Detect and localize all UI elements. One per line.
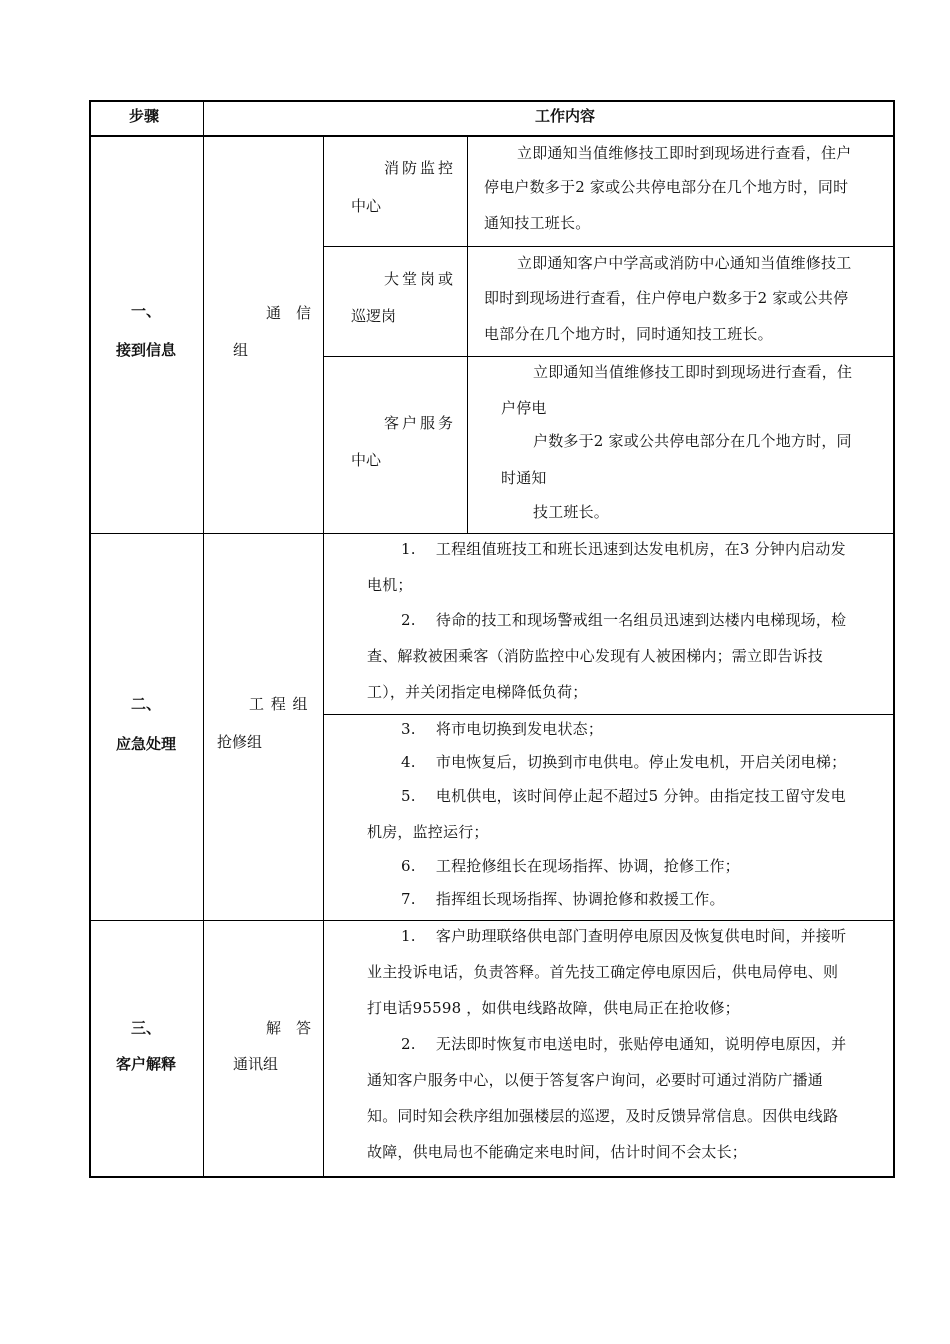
- content-line: 7. 指挥组长现场指挥、协调抢修和救援工作。: [401, 890, 725, 908]
- content-line: 机房，监控运行；: [367, 823, 489, 841]
- step-title: 客户解释: [115, 1055, 176, 1073]
- group-name: 通 信: [266, 304, 312, 322]
- row-rule: [323, 714, 895, 715]
- step-number: 一、: [130, 302, 161, 320]
- content-line: 立即通知客户中学高或消防中心通知当值维修技工: [517, 254, 852, 272]
- content-line: 3. 将市电切换到发电状态；: [401, 720, 604, 738]
- unit-name: 客户服务: [384, 414, 457, 432]
- content-line: 故障，供电局也不能确定来电时间，估计时间不会太长；: [367, 1143, 748, 1161]
- content-line: 通知客户服务中心，以便于答复客户询问，必要时可通过消防广播通: [367, 1071, 824, 1089]
- unit-name: 巡逻岗: [351, 307, 397, 325]
- step-number: 二、: [130, 695, 161, 713]
- unit-name: 消防监控: [384, 159, 457, 177]
- content-line: 打电话95598 ，如供电线路故障，供电局正在抢收修；: [367, 999, 740, 1017]
- content-line: 5. 电机供电，该时间停止起不超过5 分钟。由指定技工留守发电: [401, 787, 846, 805]
- unit-name: 大堂岗或: [384, 270, 457, 288]
- content-line: 通知技工班长。: [484, 214, 591, 232]
- content-line: 户停电: [501, 399, 547, 417]
- group-name: 工 程 组: [249, 695, 309, 713]
- content-line: 时通知: [501, 469, 547, 487]
- group-name: 抢修组: [217, 733, 263, 751]
- header-rule: [89, 135, 895, 137]
- header-content: 工作内容: [535, 107, 596, 125]
- step-title: 接到信息: [115, 341, 176, 359]
- header-step: 步骤: [129, 107, 160, 125]
- content-line: 技工班长。: [533, 503, 610, 521]
- unit-name: 中心: [351, 451, 382, 469]
- content-line: 查、解救被困乘客（消防监控中心发现有人被困梯内；需立即告诉技: [367, 647, 824, 665]
- content-line: 业主投诉电话，负责答释。首先技工确定停电原因后，供电局停电、则: [367, 963, 839, 981]
- content-line: 2. 无法即时恢复市电送电时，张贴停电通知，说明停电原因，并: [401, 1035, 847, 1053]
- col-rule: [323, 136, 324, 1178]
- content-line: 1. 工程组值班技工和班长迅速到达发电机房，在3 分钟内启动发: [401, 540, 846, 558]
- row-rule: [323, 246, 895, 247]
- step-number: 三、: [130, 1019, 161, 1037]
- content-line: 电部分在几个地方时，同时通知技工班长。: [484, 325, 773, 343]
- group-name: 解 答: [266, 1019, 312, 1037]
- emergency-procedure-table: [89, 100, 895, 1178]
- content-line: 电机；: [367, 576, 413, 594]
- content-line: 6. 工程抢修组长在现场指挥、协调，抢修工作；: [401, 857, 740, 875]
- col-rule: [467, 136, 468, 533]
- content-line: 2. 待命的技工和现场警戒组一名组员迅速到达楼内电梯现场，检: [401, 611, 847, 629]
- content-line: 停电户数多于2 家或公共停电部分在几个地方时，同时: [484, 178, 849, 196]
- section-rule: [89, 920, 895, 921]
- section-rule: [89, 533, 895, 534]
- unit-name: 中心: [351, 197, 382, 215]
- content-line: 1. 客户助理联络供电部门查明停电原因及恢复供电时间，并接听: [401, 927, 847, 945]
- content-line: 工），并关闭指定电梯降低负荷；: [367, 683, 588, 701]
- content-line: 户数多于2 家或公共停电部分在几个地方时，同: [533, 432, 852, 450]
- row-rule: [323, 356, 895, 357]
- content-line: 4. 市电恢复后，切换到市电供电。停止发电机，开启关闭电梯；: [401, 753, 847, 771]
- group-name: 组: [233, 341, 249, 359]
- col-rule: [203, 100, 204, 1178]
- content-line: 即时到现场进行查看，住户停电户数多于2 家或公共停: [484, 289, 849, 307]
- group-name: 通讯组: [233, 1055, 279, 1073]
- step-title: 应急处理: [115, 735, 176, 753]
- content-line: 立即通知当值维修技工即时到现场进行查看，住户: [517, 144, 852, 162]
- content-line: 立即通知当值维修技工即时到现场进行查看，住: [533, 363, 853, 381]
- content-line: 知。同时知会秩序组加强楼层的巡逻，及时反馈异常信息。因供电线路: [367, 1107, 839, 1125]
